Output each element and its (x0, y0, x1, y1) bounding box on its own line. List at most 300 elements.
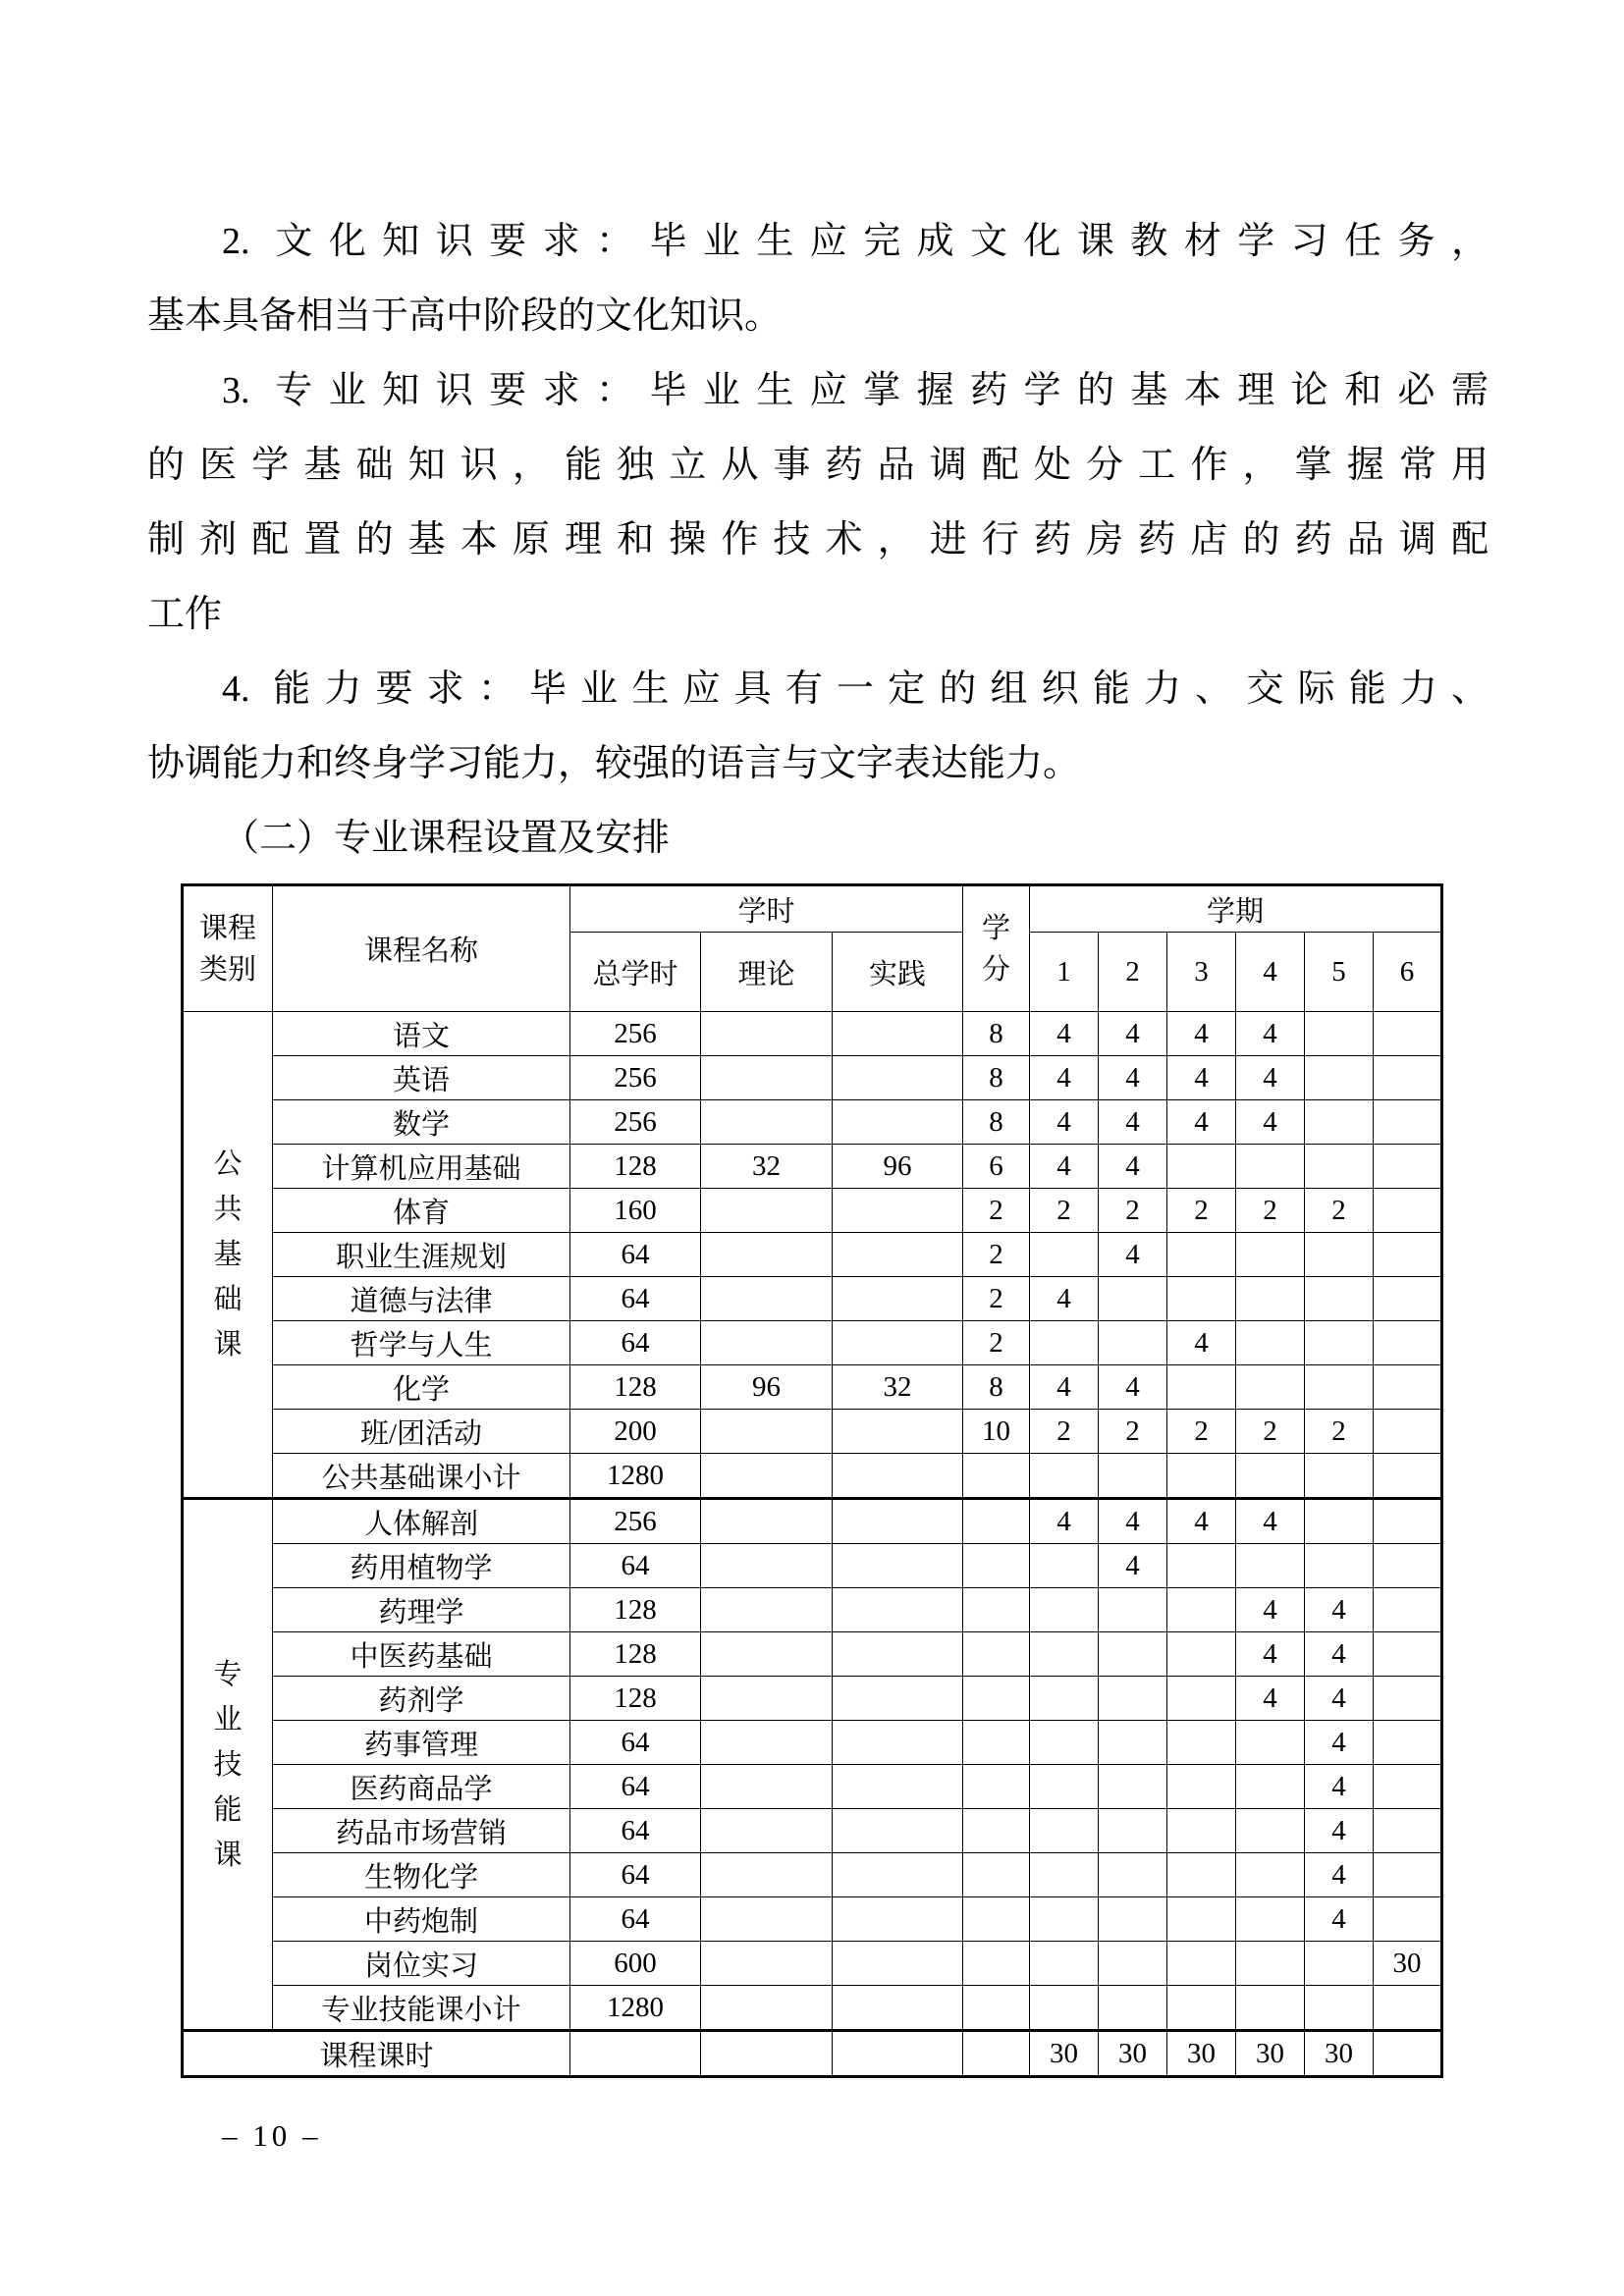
semester-6-cell (1374, 1544, 1442, 1588)
total-hours-cell: 64 (570, 1809, 701, 1853)
semester-1-cell: 4 (1030, 1499, 1099, 1544)
semester-4-cell (1236, 1145, 1305, 1189)
credits-cell: 8 (963, 1012, 1030, 1056)
semester-2-cell (1099, 1277, 1167, 1321)
semester-2-cell (1099, 1765, 1167, 1809)
total-hours-cell: 600 (570, 1942, 701, 1986)
credits-cell: 2 (963, 1321, 1030, 1365)
semester-3-cell (1167, 1277, 1236, 1321)
table-row (183, 1544, 1442, 1588)
header-semester-2: 2 (1099, 933, 1167, 1012)
semester-6-cell (1374, 1897, 1442, 1942)
credits-cell (963, 1588, 1030, 1632)
semester-4-cell: 4 (1236, 1056, 1305, 1100)
course-name-cell: 化学 (273, 1365, 570, 1410)
category-vertical-label: 公 共 基 础 课 (213, 1148, 243, 1361)
semester-5-cell: 2 (1305, 1189, 1374, 1233)
header-semester-5: 5 (1305, 933, 1374, 1012)
semester-5-cell (1305, 1365, 1374, 1410)
table-row (183, 1942, 1442, 1986)
table-row (183, 1809, 1442, 1853)
semester-6-cell (1374, 1100, 1442, 1145)
credits-cell: 2 (963, 1277, 1030, 1321)
semester-1-cell (1030, 1897, 1099, 1942)
semester-6-cell (1374, 1809, 1442, 1853)
semester-1-cell: 4 (1030, 1145, 1099, 1189)
table-row (183, 1632, 1442, 1677)
table-footer-row (183, 2031, 1442, 2077)
course-name-cell: 职业生涯规划 (273, 1233, 570, 1277)
semester-4-cell: 4 (1236, 1100, 1305, 1145)
table-row (183, 1765, 1442, 1809)
semester-4-cell (1236, 1809, 1305, 1853)
semester-2-cell (1099, 1986, 1167, 2031)
section-heading: （二）专业课程设置及安排 (222, 818, 671, 859)
semester-6-cell (1374, 1986, 1442, 2031)
theory-hours-cell (701, 1853, 833, 1897)
total-hours-cell: 200 (570, 1410, 701, 1454)
semester-3-cell (1167, 1677, 1236, 1721)
course-name-cell: 数学 (273, 1100, 570, 1145)
semester-4-cell: 30 (1236, 2031, 1305, 2077)
semester-3-cell (1167, 1544, 1236, 1588)
semester-3-cell (1167, 1942, 1236, 1986)
semester-1-cell (1030, 1677, 1099, 1721)
credits-cell: 8 (963, 1365, 1030, 1410)
body-text-block (147, 204, 1489, 876)
category-cell (183, 1012, 273, 1499)
course-name-cell: 药剂学 (273, 1677, 570, 1721)
semester-2-cell: 4 (1099, 1233, 1167, 1277)
semester-6-cell (1374, 1632, 1442, 1677)
total-hours-cell: 64 (570, 1853, 701, 1897)
theory-hours-cell (701, 1544, 833, 1588)
semester-3-cell (1167, 1721, 1236, 1765)
theory-hours-cell (701, 1056, 833, 1100)
body-line: 2. 文化知识要求：毕业生应完成文化课教材学习任务， (222, 221, 1489, 262)
practice-hours-cell: 32 (833, 1365, 963, 1410)
semester-3-cell (1167, 1365, 1236, 1410)
page-number: – 10 – (222, 2118, 322, 2153)
total-hours-cell: 64 (570, 1277, 701, 1321)
theory-hours-cell (701, 1677, 833, 1721)
semester-6-cell (1374, 1012, 1442, 1056)
semester-5-cell (1305, 1012, 1374, 1056)
theory-hours-cell (701, 1942, 833, 1986)
semester-2-cell (1099, 1809, 1167, 1853)
credits-cell (963, 1677, 1030, 1721)
semester-4-cell (1236, 1853, 1305, 1897)
practice-hours-cell (833, 1721, 963, 1765)
theory-hours-cell (701, 1454, 833, 1499)
table-row (183, 1588, 1442, 1632)
practice-hours-cell (833, 1454, 963, 1499)
practice-hours-cell (833, 1499, 963, 1544)
course-name-cell: 药用植物学 (273, 1544, 570, 1588)
credits-cell: 2 (963, 1189, 1030, 1233)
body-line: 的医学基础知识，能独立从事药品调配处分工作，掌握常用 (147, 445, 1489, 486)
semester-2-cell (1099, 1942, 1167, 1986)
header-category: 课程类别 (183, 885, 273, 1012)
semester-5-cell (1305, 1056, 1374, 1100)
theory-hours-cell (701, 1986, 833, 2031)
total-hours-cell: 64 (570, 1233, 701, 1277)
total-hours-cell: 64 (570, 1321, 701, 1365)
practice-hours-cell (833, 1100, 963, 1145)
semester-4-cell (1236, 1765, 1305, 1809)
theory-hours-cell (701, 1588, 833, 1632)
total-hours-cell: 64 (570, 1897, 701, 1942)
total-hours-cell: 160 (570, 1189, 701, 1233)
semester-5-cell (1305, 1942, 1374, 1986)
semester-5-cell (1305, 1100, 1374, 1145)
practice-hours-cell (833, 1853, 963, 1897)
course-name-cell: 哲学与人生 (273, 1321, 570, 1365)
semester-6-cell (1374, 1277, 1442, 1321)
semester-5-cell: 4 (1305, 1721, 1374, 1765)
semester-5-cell (1305, 1986, 1374, 2031)
semester-2-cell: 4 (1099, 1012, 1167, 1056)
theory-hours-cell (701, 1233, 833, 1277)
table-row (183, 1721, 1442, 1765)
semester-1-cell (1030, 1942, 1099, 1986)
semester-1-cell (1030, 1721, 1099, 1765)
header-practice: 实践 (833, 933, 963, 1012)
table-row (183, 1189, 1442, 1233)
semester-1-cell (1030, 1853, 1099, 1897)
semester-5-cell (1305, 1321, 1374, 1365)
table-header (183, 885, 1442, 1012)
table-row (183, 1499, 1442, 1544)
credits-cell: 2 (963, 1233, 1030, 1277)
header-course-name: 课程名称 (273, 885, 570, 1012)
semester-4-cell: 2 (1236, 1410, 1305, 1454)
theory-hours-cell (701, 1765, 833, 1809)
body-line: 制剂配置的基本原理和操作技术，进行药房药店的药品调配 (147, 519, 1489, 561)
semester-6-cell (1374, 1588, 1442, 1632)
table-row (183, 1410, 1442, 1454)
theory-hours-cell (701, 1632, 833, 1677)
header-theory: 理论 (701, 933, 833, 1012)
credits-cell (963, 1454, 1030, 1499)
credits-cell: 6 (963, 1145, 1030, 1189)
course-name-cell: 班/团活动 (273, 1410, 570, 1454)
semester-1-cell (1030, 1809, 1099, 1853)
semester-1-cell: 4 (1030, 1056, 1099, 1100)
semester-2-cell: 4 (1099, 1499, 1167, 1544)
semester-5-cell: 4 (1305, 1897, 1374, 1942)
semester-1-cell: 2 (1030, 1189, 1099, 1233)
header-credits: 学分 (963, 885, 1030, 1012)
semester-3-cell: 30 (1167, 2031, 1236, 2077)
credits-cell (963, 1765, 1030, 1809)
course-name-cell: 体育 (273, 1189, 570, 1233)
table-row (183, 1897, 1442, 1942)
semester-6-cell (1374, 1189, 1442, 1233)
semester-2-cell: 4 (1099, 1056, 1167, 1100)
practice-hours-cell (833, 1410, 963, 1454)
theory-hours-cell (701, 1100, 833, 1145)
semester-3-cell (1167, 1765, 1236, 1809)
category-vertical-label: 专 业 技 能 课 (213, 1658, 243, 1871)
semester-1-cell (1030, 1588, 1099, 1632)
semester-1-cell: 2 (1030, 1410, 1099, 1454)
credits-cell (963, 1942, 1030, 1986)
semester-5-cell: 4 (1305, 1765, 1374, 1809)
practice-hours-cell (833, 1809, 963, 1853)
header-semester-group: 学期 (1030, 885, 1442, 933)
theory-hours-cell (701, 2031, 833, 2077)
body-lines (147, 204, 1489, 801)
course-name-cell: 生物化学 (273, 1853, 570, 1897)
course-name-cell: 公共基础课小计 (273, 1454, 570, 1499)
total-hours-cell: 1280 (570, 1986, 701, 2031)
course-name-cell: 专业技能课小计 (273, 1986, 570, 2031)
semester-6-cell (1374, 2031, 1442, 2077)
semester-2-cell (1099, 1321, 1167, 1365)
course-name-cell: 计算机应用基础 (273, 1145, 570, 1189)
semester-4-cell (1236, 1544, 1305, 1588)
semester-3-cell: 2 (1167, 1189, 1236, 1233)
credits-cell (963, 1544, 1030, 1588)
body-line: 3. 专业知识要求：毕业生应掌握药学的基本理论和必需 (222, 370, 1489, 411)
body-line: 工作 (147, 594, 223, 635)
semester-2-cell (1099, 1721, 1167, 1765)
semester-2-cell: 4 (1099, 1365, 1167, 1410)
practice-hours-cell (833, 1012, 963, 1056)
semester-4-cell (1236, 1942, 1305, 1986)
semester-6-cell (1374, 1677, 1442, 1721)
theory-hours-cell (701, 1321, 833, 1365)
semester-3-cell: 4 (1167, 1499, 1236, 1544)
semester-6-cell (1374, 1499, 1442, 1544)
semester-5-cell (1305, 1233, 1374, 1277)
semester-1-cell (1030, 1986, 1099, 2031)
practice-hours-cell (833, 1056, 963, 1100)
course-name-cell: 中药炮制 (273, 1897, 570, 1942)
credits-cell (963, 2031, 1030, 2077)
semester-5-cell (1305, 1277, 1374, 1321)
total-hours-cell: 64 (570, 1765, 701, 1809)
practice-hours-cell (833, 1897, 963, 1942)
semester-6-cell (1374, 1410, 1442, 1454)
practice-hours-cell (833, 1986, 963, 2031)
semester-4-cell (1236, 1365, 1305, 1410)
semester-6-cell (1374, 1056, 1442, 1100)
semester-5-cell: 30 (1305, 2031, 1374, 2077)
table-row (183, 1145, 1442, 1189)
semester-6-cell (1374, 1365, 1442, 1410)
theory-hours-cell (701, 1410, 833, 1454)
semester-2-cell: 4 (1099, 1145, 1167, 1189)
semester-5-cell (1305, 1499, 1374, 1544)
semester-6-cell (1374, 1145, 1442, 1189)
total-hours-cell: 128 (570, 1588, 701, 1632)
semester-5-cell (1305, 1454, 1374, 1499)
footer-label-cell: 课程课时 (183, 2031, 570, 2077)
course-schedule-table (181, 883, 1443, 2078)
body-line: 协调能力和终身学习能力，较强的语言与文字表达能力。 (147, 743, 1081, 784)
semester-1-cell: 4 (1030, 1100, 1099, 1145)
semester-2-cell (1099, 1588, 1167, 1632)
course-name-cell: 语文 (273, 1012, 570, 1056)
semester-1-cell (1030, 1321, 1099, 1365)
course-name-cell: 道德与法律 (273, 1277, 570, 1321)
semester-1-cell: 4 (1030, 1365, 1099, 1410)
total-hours-cell: 128 (570, 1365, 701, 1410)
semester-3-cell: 4 (1167, 1012, 1236, 1056)
semester-3-cell (1167, 1588, 1236, 1632)
table-row (183, 1321, 1442, 1365)
semester-1-cell (1030, 1454, 1099, 1499)
course-name-cell: 人体解剖 (273, 1499, 570, 1544)
semester-5-cell: 2 (1305, 1410, 1374, 1454)
total-hours-cell: 64 (570, 1544, 701, 1588)
semester-3-cell (1167, 1145, 1236, 1189)
semester-5-cell: 4 (1305, 1632, 1374, 1677)
total-hours-cell: 128 (570, 1145, 701, 1189)
theory-hours-cell: 32 (701, 1145, 833, 1189)
semester-4-cell: 4 (1236, 1012, 1305, 1056)
table-row (183, 1365, 1442, 1410)
semester-3-cell (1167, 1632, 1236, 1677)
practice-hours-cell (833, 1277, 963, 1321)
total-hours-cell: 256 (570, 1100, 701, 1145)
semester-2-cell (1099, 1454, 1167, 1499)
table-row (183, 1677, 1442, 1721)
credits-cell: 8 (963, 1100, 1030, 1145)
semester-5-cell: 4 (1305, 1588, 1374, 1632)
total-hours-cell: 64 (570, 1721, 701, 1765)
semester-3-cell (1167, 1809, 1236, 1853)
credits-cell (963, 1632, 1030, 1677)
header-row-groups (183, 885, 1442, 933)
course-name-cell: 英语 (273, 1056, 570, 1100)
semester-3-cell (1167, 1897, 1236, 1942)
header-hours-group: 学时 (570, 885, 963, 933)
semester-1-cell (1030, 1544, 1099, 1588)
total-hours-cell: 1280 (570, 1454, 701, 1499)
semester-4-cell: 4 (1236, 1632, 1305, 1677)
theory-hours-cell (701, 1897, 833, 1942)
semester-2-cell: 30 (1099, 2031, 1167, 2077)
credits-cell (963, 1809, 1030, 1853)
semester-4-cell (1236, 1321, 1305, 1365)
credits-cell (963, 1853, 1030, 1897)
semester-6-cell (1374, 1853, 1442, 1897)
semester-4-cell (1236, 1233, 1305, 1277)
practice-hours-cell (833, 1942, 963, 1986)
semester-2-cell (1099, 1677, 1167, 1721)
semester-5-cell: 4 (1305, 1809, 1374, 1853)
semester-4-cell: 4 (1236, 1588, 1305, 1632)
total-hours-cell: 128 (570, 1632, 701, 1677)
header-semester-6: 6 (1374, 933, 1442, 1012)
course-name-cell: 医药商品学 (273, 1765, 570, 1809)
theory-hours-cell: 96 (701, 1365, 833, 1410)
table-row (183, 1277, 1442, 1321)
course-name-cell: 药事管理 (273, 1721, 570, 1765)
semester-6-cell: 30 (1374, 1942, 1442, 1986)
practice-hours-cell (833, 1677, 963, 1721)
practice-hours-cell (833, 1632, 963, 1677)
semester-5-cell: 4 (1305, 1853, 1374, 1897)
table-row (183, 1100, 1442, 1145)
semester-3-cell (1167, 1233, 1236, 1277)
header-semester-1: 1 (1030, 933, 1099, 1012)
credits-cell: 8 (963, 1056, 1030, 1100)
semester-4-cell (1236, 1986, 1305, 2031)
table-row (183, 1853, 1442, 1897)
semester-1-cell: 4 (1030, 1277, 1099, 1321)
semester-3-cell (1167, 1853, 1236, 1897)
credits-cell: 10 (963, 1410, 1030, 1454)
table-row (183, 1012, 1442, 1056)
theory-hours-cell (701, 1721, 833, 1765)
total-hours-cell: 128 (570, 1677, 701, 1721)
course-name-cell: 药理学 (273, 1588, 570, 1632)
body-line: 基本具备相当于高中阶段的文化知识。 (147, 295, 783, 337)
semester-1-cell (1030, 1233, 1099, 1277)
semester-4-cell (1236, 1454, 1305, 1499)
theory-hours-cell (701, 1277, 833, 1321)
theory-hours-cell (701, 1012, 833, 1056)
practice-hours-cell (833, 1321, 963, 1365)
semester-6-cell (1374, 1721, 1442, 1765)
total-hours-cell: 256 (570, 1499, 701, 1544)
credits-cell (963, 1897, 1030, 1942)
theory-hours-cell (701, 1189, 833, 1233)
semester-4-cell (1236, 1721, 1305, 1765)
course-name-cell: 岗位实习 (273, 1942, 570, 1986)
semester-6-cell (1374, 1233, 1442, 1277)
table-row (183, 1986, 1442, 2031)
table-row (183, 1233, 1442, 1277)
semester-1-cell (1030, 1765, 1099, 1809)
practice-hours-cell (833, 1233, 963, 1277)
header-semester-3: 3 (1167, 933, 1236, 1012)
semester-3-cell: 4 (1167, 1056, 1236, 1100)
semester-1-cell (1030, 1632, 1099, 1677)
semester-2-cell (1099, 1632, 1167, 1677)
semester-5-cell (1305, 1145, 1374, 1189)
semester-2-cell (1099, 1853, 1167, 1897)
table-row (183, 1454, 1442, 1499)
total-hours-cell: 256 (570, 1012, 701, 1056)
semester-4-cell: 2 (1236, 1189, 1305, 1233)
semester-2-cell: 2 (1099, 1410, 1167, 1454)
semester-1-cell: 4 (1030, 1012, 1099, 1056)
semester-2-cell: 4 (1099, 1100, 1167, 1145)
body-line: 4. 能力要求：毕业生应具有一定的组织能力、交际能力、 (222, 668, 1489, 710)
course-name-cell: 中医药基础 (273, 1632, 570, 1677)
semester-4-cell (1236, 1277, 1305, 1321)
table-row (183, 1056, 1442, 1100)
semester-4-cell: 4 (1236, 1499, 1305, 1544)
semester-3-cell: 4 (1167, 1321, 1236, 1365)
total-hours-cell (570, 2031, 701, 2077)
semester-6-cell (1374, 1454, 1442, 1499)
semester-3-cell: 2 (1167, 1410, 1236, 1454)
credits-cell (963, 1986, 1030, 2031)
semester-6-cell (1374, 1765, 1442, 1809)
practice-hours-cell (833, 1588, 963, 1632)
semester-3-cell (1167, 1454, 1236, 1499)
semester-6-cell (1374, 1321, 1442, 1365)
semester-3-cell (1167, 1986, 1236, 2031)
semester-5-cell: 4 (1305, 1677, 1374, 1721)
practice-hours-cell (833, 1765, 963, 1809)
